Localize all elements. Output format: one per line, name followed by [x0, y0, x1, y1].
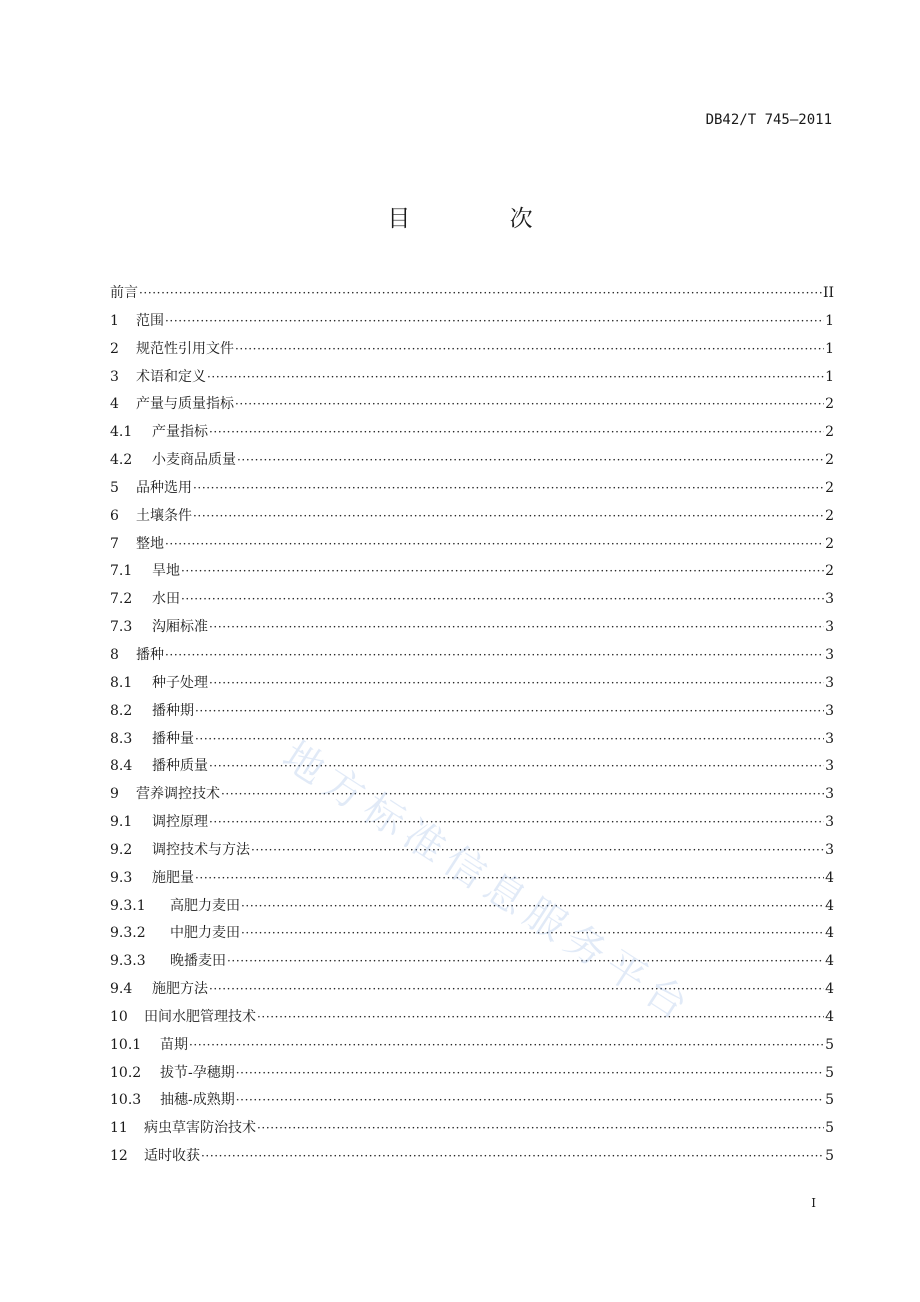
toc-dot-leader [195, 726, 824, 754]
toc-entry[interactable] [110, 1087, 834, 1115]
toc-entry-label: 术语和定义 [136, 368, 206, 385]
toc-entry-number: 6 [110, 507, 119, 524]
toc-dot-leader [165, 531, 824, 559]
toc-entry-label: 抽穗-成熟期 [160, 1092, 235, 1109]
toc-entry-page: 4 [825, 925, 834, 942]
toc-entry[interactable] [110, 893, 834, 921]
toc-entry-page: 3 [825, 758, 834, 775]
toc-entry[interactable] [110, 308, 834, 336]
toc-entry-page: 4 [825, 953, 834, 970]
toc-entry[interactable] [110, 1115, 834, 1143]
page-title: 目 次 [387, 206, 579, 232]
toc-entry-page: 2 [825, 563, 834, 580]
toc-entry-label: 旱地 [152, 563, 180, 580]
toc-entry-number: 10.2 [110, 1064, 142, 1081]
toc-entry[interactable] [110, 809, 834, 837]
toc-entry[interactable] [110, 336, 834, 364]
toc-entry-label: 病虫草害防治技术 [144, 1120, 256, 1137]
toc-entry-label: 田间水肥管理技术 [144, 1008, 256, 1025]
toc-entry-page: 2 [825, 479, 834, 496]
toc-entry-page: 1 [825, 312, 834, 329]
toc-entry-number: 12 [110, 1148, 128, 1165]
toc-entry-page: 1 [825, 340, 834, 357]
toc-entry[interactable] [110, 280, 834, 308]
toc-entry-label: 前言 [110, 285, 138, 301]
toc-entry-page: 2 [825, 396, 834, 413]
toc-entry-page: 2 [825, 424, 834, 441]
toc-dot-leader [235, 336, 824, 364]
toc-entry-number: 9.4 [110, 981, 133, 998]
toc-entry-label: 晚播麦田 [170, 953, 226, 970]
toc-entry-number: 9.3.3 [110, 953, 146, 970]
toc-dot-leader [236, 1060, 824, 1088]
toc-entry-label: 适时收获 [144, 1148, 200, 1165]
toc-entry-label: 高肥力麦田 [170, 897, 240, 914]
toc-entry-number: 9 [110, 786, 119, 803]
toc-entry-label: 产量与质量指标 [136, 396, 234, 413]
toc-entry-number: 9.3.1 [110, 897, 146, 914]
toc-entry-page: 5 [825, 1120, 834, 1137]
toc-entry-page: 3 [825, 814, 834, 831]
toc-entry-page: 5 [825, 1064, 834, 1081]
toc-dot-leader [189, 1032, 824, 1060]
toc-entry-label: 中肥力麦田 [170, 925, 240, 942]
toc-entry-page: 3 [825, 730, 834, 747]
toc-entry-page: II [822, 285, 834, 301]
toc-entry-label: 水田 [152, 591, 180, 608]
toc-dot-leader [257, 1004, 824, 1032]
toc-dot-leader [181, 586, 824, 614]
toc-entry-number: 4 [110, 396, 119, 413]
toc-dot-leader [221, 781, 824, 809]
toc-entry-page: 1 [825, 368, 834, 385]
toc-dot-leader [165, 308, 824, 336]
toc-entry-number: 9.3.2 [110, 925, 146, 942]
toc-entry-label: 规范性引用文件 [136, 340, 234, 357]
toc-entry-label: 范围 [136, 312, 164, 329]
toc-entry-number: 4.2 [110, 452, 133, 469]
toc-entry[interactable] [110, 531, 834, 559]
toc-entry-label: 播种量 [152, 730, 194, 747]
toc-entry-number: 9.3 [110, 869, 133, 886]
toc-dot-leader [251, 837, 824, 865]
toc-entry-page: 4 [825, 981, 834, 998]
toc-entry-page: 5 [825, 1036, 834, 1053]
toc-dot-leader [193, 503, 824, 531]
toc-dot-leader [241, 920, 824, 948]
toc-dot-leader [236, 1087, 824, 1115]
toc-entry[interactable] [110, 364, 834, 392]
toc-entry-page: 4 [825, 1008, 834, 1025]
toc-entry-page: 3 [825, 674, 834, 691]
toc-entry-label: 营养调控技术 [136, 786, 220, 803]
toc-dot-leader [139, 280, 822, 308]
toc-entry[interactable] [110, 920, 834, 948]
toc-entry-page: 3 [825, 646, 834, 663]
toc-entry-page: 3 [825, 591, 834, 608]
toc-dot-leader [209, 670, 824, 698]
toc-entry-number: 7.1 [110, 563, 133, 580]
toc-entry-number: 8.1 [110, 674, 133, 691]
toc-entry-page: 5 [825, 1092, 834, 1109]
toc-entry[interactable] [110, 726, 834, 754]
toc-entry-number: 8 [110, 646, 119, 663]
document-code: DB42/T 745—2011 [705, 112, 832, 128]
toc-dot-leader [195, 865, 824, 893]
toc-entry[interactable] [110, 948, 834, 976]
toc-entry-number: 8.2 [110, 702, 133, 719]
toc-entry[interactable] [110, 642, 834, 670]
toc-dot-leader [165, 642, 824, 670]
toc-entry-page: 3 [825, 786, 834, 803]
toc-entry-number: 10.1 [110, 1036, 142, 1053]
toc-entry-page: 3 [825, 619, 834, 636]
toc-entry-number: 5 [110, 479, 119, 496]
toc-dot-leader [241, 893, 824, 921]
toc-entry-label: 施肥量 [152, 869, 194, 886]
toc-entry-page: 2 [825, 452, 834, 469]
toc-entry-page: 3 [825, 702, 834, 719]
toc-entry-number: 2 [110, 340, 119, 357]
table-of-contents [110, 280, 834, 1171]
toc-entry[interactable] [110, 614, 834, 642]
toc-entry[interactable] [110, 670, 834, 698]
toc-entry-label: 调控原理 [152, 814, 208, 831]
toc-entry-page: 3 [825, 841, 834, 858]
toc-entry-page: 5 [825, 1148, 834, 1165]
toc-entry-label: 播种质量 [152, 758, 208, 775]
toc-entry-label: 沟厢标准 [152, 619, 208, 636]
toc-entry[interactable] [110, 781, 834, 809]
toc-dot-leader [227, 948, 824, 976]
toc-dot-leader [209, 614, 824, 642]
toc-entry[interactable] [110, 837, 834, 865]
toc-dot-leader [209, 976, 824, 1004]
watermark: 地方标准信息服务平台 [274, 732, 702, 1033]
toc-dot-leader [201, 1143, 824, 1171]
toc-dot-leader [207, 364, 824, 392]
toc-entry-label: 拔节-孕穗期 [160, 1064, 235, 1081]
toc-entry-page: 2 [825, 535, 834, 552]
toc-entry[interactable] [110, 865, 834, 893]
toc-dot-leader [237, 447, 824, 475]
toc-entry[interactable] [110, 1004, 834, 1032]
toc-entry-page: 4 [825, 897, 834, 914]
toc-entry-number: 9.1 [110, 814, 133, 831]
toc-entry-label: 品种选用 [136, 479, 192, 496]
toc-entry-number: 10 [110, 1008, 128, 1025]
toc-dot-leader [193, 475, 824, 503]
toc-entry[interactable] [110, 391, 834, 419]
toc-entry-number: 8.4 [110, 758, 133, 775]
toc-entry[interactable] [110, 419, 834, 447]
toc-entry[interactable] [110, 447, 834, 475]
toc-dot-leader [181, 558, 824, 586]
page-number: I [811, 1196, 816, 1210]
toc-entry-label: 种子处理 [152, 674, 208, 691]
toc-entry-number: 7.2 [110, 591, 133, 608]
toc-dot-leader [235, 391, 824, 419]
toc-dot-leader [195, 698, 824, 726]
toc-entry[interactable] [110, 475, 834, 503]
toc-entry-label: 产量指标 [152, 424, 208, 441]
toc-entry-label: 土壤条件 [136, 507, 192, 524]
toc-entry-number: 1 [110, 312, 119, 329]
toc-entry-number: 7.3 [110, 619, 133, 636]
toc-entry[interactable] [110, 1143, 834, 1171]
toc-dot-leader [209, 809, 824, 837]
toc-dot-leader [209, 419, 824, 447]
toc-entry-label: 整地 [136, 535, 164, 552]
toc-dot-leader [209, 753, 824, 781]
toc-entry[interactable] [110, 976, 834, 1004]
toc-entry-label: 播种期 [152, 702, 194, 719]
toc-entry-number: 3 [110, 368, 119, 385]
toc-entry-label: 施肥方法 [152, 981, 208, 998]
toc-entry[interactable] [110, 698, 834, 726]
toc-entry-label: 调控技术与方法 [152, 841, 250, 858]
toc-entry-number: 11 [110, 1120, 128, 1137]
toc-entry-number: 9.2 [110, 841, 133, 858]
toc-entry-number: 7 [110, 535, 119, 552]
toc-entry-label: 小麦商品质量 [152, 452, 236, 469]
toc-entry[interactable] [110, 753, 834, 781]
toc-entry[interactable] [110, 1060, 834, 1088]
toc-entry-label: 播种 [136, 646, 164, 663]
toc-entry[interactable] [110, 1032, 834, 1060]
toc-entry[interactable] [110, 586, 834, 614]
toc-entry-number: 8.3 [110, 730, 133, 747]
toc-entry-number: 4.1 [110, 424, 133, 441]
toc-dot-leader [257, 1115, 824, 1143]
toc-entry-number: 10.3 [110, 1092, 142, 1109]
toc-entry[interactable] [110, 503, 834, 531]
toc-entry-page: 4 [825, 869, 834, 886]
toc-entry-label: 苗期 [160, 1036, 188, 1053]
toc-entry[interactable] [110, 558, 834, 586]
toc-entry-page: 2 [825, 507, 834, 524]
